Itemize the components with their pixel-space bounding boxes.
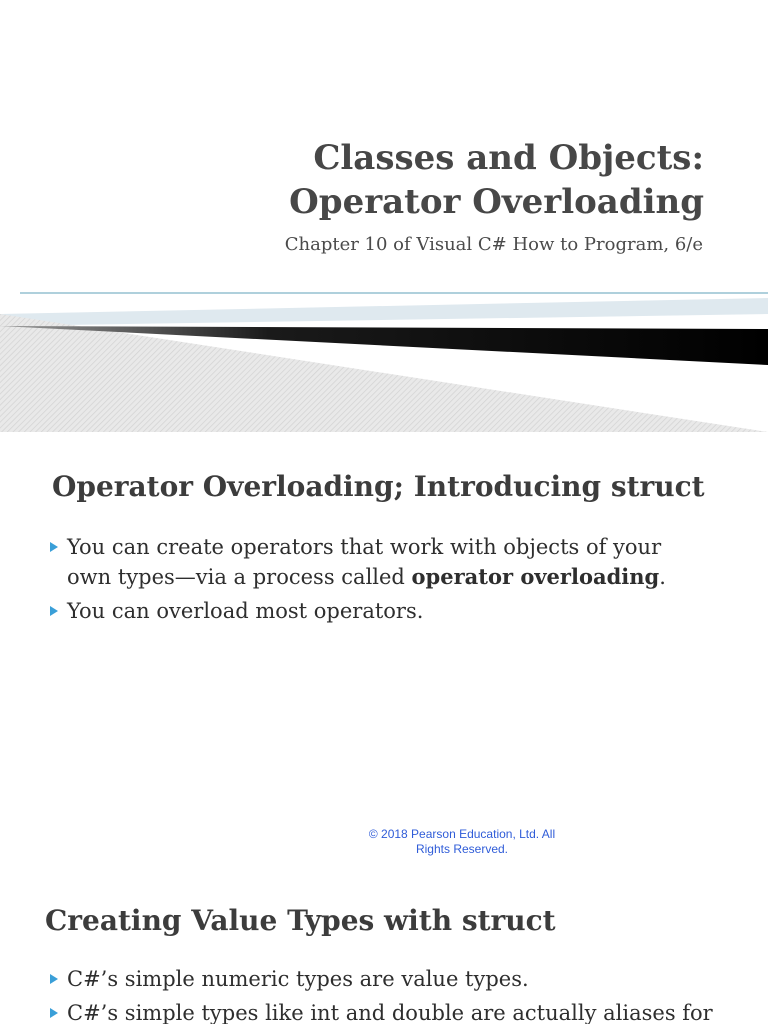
title-line-2: Operator Overloading (289, 182, 704, 222)
content-slide-operator-overloading (0, 432, 768, 872)
bullet-item (48, 532, 666, 592)
title-line-1: Classes and Objects: (313, 138, 704, 178)
copyright-line-1: © 2018 Pearson Education, Ltd. All (368, 827, 556, 841)
triangle-bullet-icon (50, 542, 58, 552)
slide-subtitle: Chapter 10 of Visual C# How to Program, 6/e (284, 234, 703, 255)
bullet-text: C#’s simple numeric types are value types. (67, 967, 529, 991)
bullet-item (48, 596, 666, 626)
copyright-notice (360, 827, 564, 857)
bullet-list (48, 964, 713, 1024)
bullet-text: You can overload most operators. (67, 599, 424, 623)
slide-heading: Operator Overloading; Introducing struct (52, 470, 705, 503)
bullet-text: C#’s simple types like int and double are actually aliases for (67, 1001, 713, 1024)
bullet-item (48, 998, 713, 1024)
bullet-text-line1: You can create operators that work with objects of your (67, 535, 662, 559)
bullet-list (48, 532, 666, 630)
content-slide-value-types (0, 872, 768, 1024)
light-blue-band (0, 298, 768, 326)
slide-title (289, 136, 704, 224)
bullet-text-tail: . (659, 565, 666, 589)
slide-heading: Creating Value Types with struct (45, 904, 556, 937)
title-slide (0, 0, 768, 432)
decorative-swoosh-band (0, 286, 768, 432)
bullet-item (48, 964, 713, 994)
triangle-bullet-icon (50, 1008, 58, 1018)
triangle-bullet-icon (50, 974, 58, 984)
bullet-bold-term: operator overloading (411, 564, 660, 589)
bullet-text-line2: own types—via a process called (67, 565, 412, 589)
triangle-bullet-icon (50, 606, 58, 616)
copyright-line-2: Rights Reserved. (415, 842, 509, 856)
